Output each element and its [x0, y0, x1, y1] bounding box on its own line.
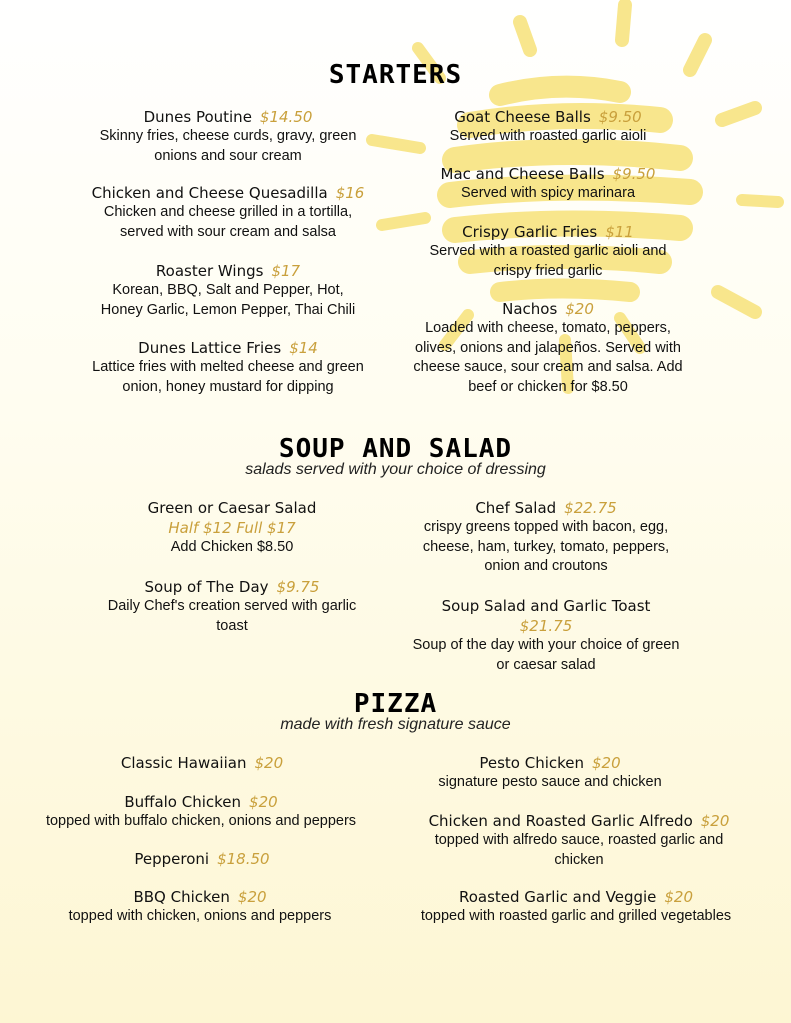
menu-item: [416, 222, 680, 281]
item-name: Chef Salad: [475, 499, 557, 517]
menu-item: [92, 107, 364, 166]
item-name: Chicken and Roasted Garlic Alfredo: [428, 812, 693, 830]
item-description: Add Chicken $8.50: [170, 539, 294, 555]
item-description: Soup of the day with your choice of green or caesar salad: [412, 637, 680, 673]
menu-item: [96, 577, 368, 636]
menu-item: [52, 887, 348, 927]
item-name: Buffalo Chicken: [124, 793, 242, 811]
item-price: $20: [565, 300, 594, 318]
item-description: Loaded with cheese, tomato, peppers, olives, onions and jalapeños. Served with cheese sauce, sour cream and salsa. Add beef or chicken for $8.50: [413, 320, 683, 395]
item-name: Mac and Cheese Balls: [440, 165, 605, 183]
item-price: $14: [289, 339, 318, 357]
item-description: Skinny fries, cheese curds, gravy, green onions and sour cream: [99, 128, 357, 164]
item-price: $9.50: [612, 165, 656, 183]
item-description: topped with roasted garlic and grilled vegetables: [420, 908, 732, 924]
item-price: $20: [664, 888, 694, 906]
item-price: $16: [335, 184, 365, 202]
item-name: Pepperoni: [134, 850, 210, 868]
item-name: Crispy Garlic Fries: [462, 223, 598, 241]
item-price: $14.50: [259, 108, 313, 126]
menu-item: [430, 753, 670, 793]
item-description: Served with spicy marinara: [460, 185, 636, 201]
pizza-heading: PIZZA: [353, 689, 438, 719]
soup-salad-subtitle: salads served with your choice of dressing: [245, 461, 546, 478]
soup-salad-heading: SOUP AND SALAD: [278, 434, 513, 464]
item-price: $11: [605, 223, 634, 241]
item-description: Korean, BBQ, Salt and Pepper, Hot, Honey Garlic, Lemon Pepper, Thai Chili: [100, 282, 356, 318]
menu-item: [412, 164, 684, 204]
item-description: topped with chicken, onions and peppers: [68, 908, 332, 924]
item-name: Soup of The Day: [144, 578, 269, 596]
menu-item: [82, 183, 374, 242]
item-price: $17: [271, 262, 301, 280]
starters-heading: STARTERS: [328, 60, 463, 90]
item-name: BBQ Chicken: [133, 888, 230, 906]
menu-item: [410, 811, 748, 870]
item-price: Half $12 Full $17: [168, 519, 296, 537]
menu-item: [412, 107, 684, 147]
item-price: $18.50: [217, 850, 270, 868]
item-name: Roaster Wings: [155, 262, 264, 280]
item-description: Chicken and cheese grilled in a tortilla, served with sour cream and salsa: [103, 204, 353, 240]
menu-item: [410, 498, 682, 577]
item-description: Served with a roasted garlic aioli and crispy fried garlic: [429, 243, 667, 279]
pizza-subtitle: made with fresh signature sauce: [280, 716, 511, 733]
item-price: $20: [254, 754, 284, 772]
item-price: $20: [237, 888, 267, 906]
menu-item: [88, 338, 368, 397]
item-description: Daily Chef's creation served with garlic toast: [107, 598, 357, 634]
item-description: crispy greens topped with bacon, egg, cheese, ham, turkey, tomato, peppers, onion and croutons: [422, 519, 670, 574]
item-description: signature pesto sauce and chicken: [438, 774, 662, 790]
item-name: Dunes Lattice Fries: [138, 339, 282, 357]
item-name: Pesto Chicken: [479, 754, 585, 772]
item-price: $9.50: [598, 108, 642, 126]
menu-item: [406, 299, 690, 397]
menu-item: [72, 849, 332, 869]
menu-item: [34, 792, 368, 832]
item-name: Soup Salad and Garlic Toast: [441, 597, 651, 615]
item-price: $9.75: [276, 578, 320, 596]
item-name: Roasted Garlic and Veggie: [458, 888, 657, 906]
item-price: $21.75: [519, 617, 573, 635]
item-name: Chicken and Cheese Quesadilla: [91, 184, 328, 202]
item-description: topped with alfredo sauce, roasted garlic and chicken: [434, 832, 724, 868]
item-price: $20: [700, 812, 730, 830]
item-name: Goat Cheese Balls: [454, 108, 591, 126]
item-name: Nachos: [502, 300, 558, 318]
item-name: Dunes Poutine: [143, 108, 252, 126]
item-description: Lattice fries with melted cheese and green onion, honey mustard for dipping: [92, 359, 364, 395]
item-name: Green or Caesar Salad: [147, 499, 317, 517]
item-description: Served with roasted garlic aioli: [449, 128, 647, 144]
menu-item: [92, 261, 364, 320]
menu-item: [406, 887, 746, 927]
item-price: $22.75: [564, 499, 617, 517]
item-price: $20: [249, 793, 278, 811]
item-price: $20: [592, 754, 621, 772]
menu-item: [92, 498, 372, 558]
item-name: Classic Hawaiian: [120, 754, 247, 772]
menu-item: [410, 596, 682, 675]
item-description: topped with buffalo chicken, onions and peppers: [45, 813, 357, 829]
menu-item: [72, 753, 332, 773]
